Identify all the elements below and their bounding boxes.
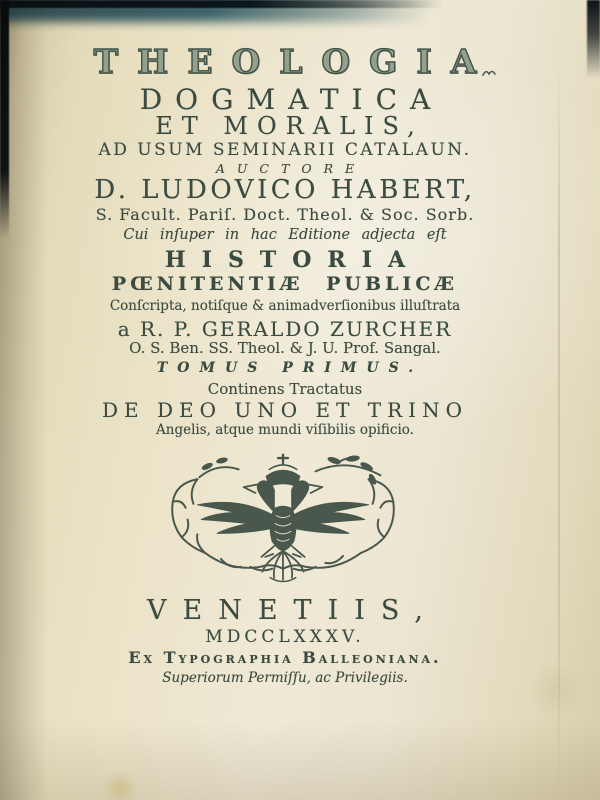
- photo-top-edge: [0, 0, 600, 8]
- main-title: THEOLOGIA: [93, 42, 496, 81]
- appended-work-note: Conſcripta, notiſque & animadverſionibus illuſtrata: [109, 298, 461, 314]
- volume-statement: TOMUS PRIMUS.: [156, 360, 424, 376]
- imprint-license: Superiorum Permiſſu, ac Privilegiis.: [162, 670, 408, 686]
- title-line-et-moralis: ET MORALIS,: [155, 112, 424, 140]
- appended-work-title: HISTORIA: [164, 247, 422, 273]
- imprint-place: VENETIIS,: [147, 595, 439, 626]
- photo-top-right-edge: [587, 0, 600, 78]
- treatise-title: DE DEO UNO ET TRINO: [102, 398, 468, 422]
- treatise-subtitle: Angelis, atque mundi viſibilis opificio.: [156, 422, 414, 438]
- paper-crease-line: [558, 60, 560, 800]
- photo-left-edge: [0, 0, 9, 238]
- edition-note: Cui inſuper in hac Editione adjecta eſt: [123, 227, 447, 243]
- appended-work-subtitle: PŒNITENTIÆ PUBLICÆ: [111, 273, 459, 295]
- author-label: AUCTORE: [215, 161, 367, 176]
- imprint-printer: Ex Typographia Balleoniana.: [128, 648, 442, 667]
- contents-label: Continens Tractatus: [207, 380, 363, 398]
- imprint-year: MDCCLXXXV.: [205, 627, 365, 647]
- appended-work-author: a R. P. GERALDO ZURCHER: [117, 317, 453, 341]
- author-credentials: S. Facult. Pariſ. Doct. Theol. & Soc. Sorb.: [95, 205, 475, 224]
- author-name: D. LUDOVICO HABERT,: [94, 175, 476, 205]
- double-headed-eagle-device-icon: [160, 449, 406, 598]
- dedication-line: AD USUM SEMINARII CATALAUN.: [98, 140, 472, 160]
- appended-work-author-credentials: O. S. Ben. SS. Theol. & J. U. Prof. Sangal.: [129, 339, 441, 357]
- title-line-dogmatica: DOGMATICA: [139, 83, 444, 116]
